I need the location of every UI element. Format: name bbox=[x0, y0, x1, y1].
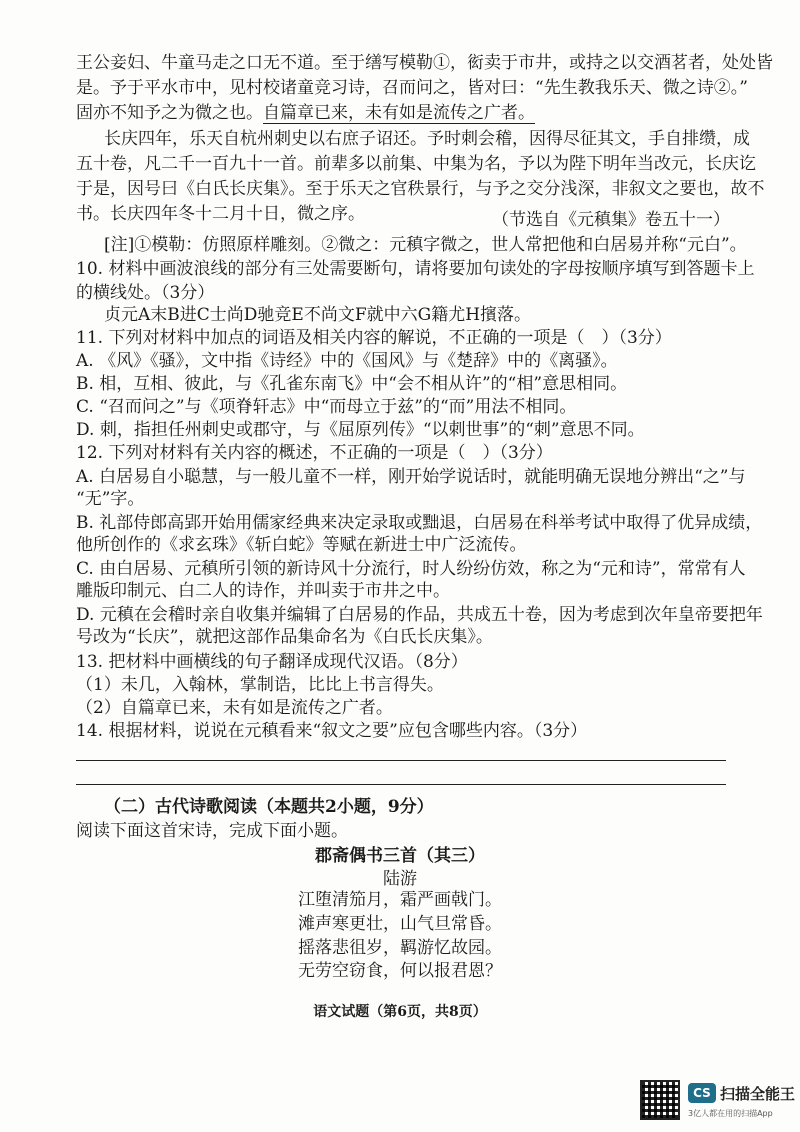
answer-line-2 bbox=[76, 784, 726, 785]
q11-option-c: C. “召而问之”与《项脊轩志》中“而母立于兹”的“而”用法不相同。 bbox=[76, 397, 577, 417]
passage-source: （节选自《元稹集》卷五十一） bbox=[492, 210, 730, 230]
q12-option-a-2: “无”字。 bbox=[76, 489, 145, 509]
q11-option-a: A. 《风》《骚》，文中指《诗经》中的《国风》与《楚辞》中的《离骚》。 bbox=[76, 351, 618, 371]
passage-line-2: 是。予于平水市中，见村校诸童竞习诗，召而问之，皆对曰：“先生教我乐天、微之诗②。” bbox=[76, 78, 748, 98]
q14-stem: 14. 根据材料，说说在元稹看来“叙文之要”应包含哪些内容。（3分） bbox=[76, 721, 588, 741]
passage-line-3 bbox=[76, 102, 736, 124]
annotation-note: [注]①模勒：仿照原样雕刻。②微之：元稹字微之，世人常把他和白居易并称“元白”。 bbox=[104, 235, 747, 255]
q12-option-d-2: 号改为“长庆”，就把这部作品集命名为《白氏长庆集》。 bbox=[76, 627, 493, 647]
q11-stem: 11. 下列对材料中加点的词语及相关内容的解说，不正确的一项是（ ）（3分） bbox=[76, 328, 672, 348]
answer-line-1 bbox=[76, 760, 726, 761]
poem-line-3: 摇落悲徂岁，羁游忆故园。 bbox=[298, 938, 502, 958]
q12-option-c-1: C. 由白居易、元稹所引领的新诗风十分流行，时人纷纷仿效，称之为“元和诗”，常常有人 bbox=[76, 559, 746, 579]
poem-author: 陆游 bbox=[383, 869, 417, 889]
passage-line-1: 王公妾妇、牛童马走之口无不道。至于缮写模勒①，衒卖于市井，或持之以交酒茗者，处处皆 bbox=[76, 53, 773, 73]
passage-line-5: 五十卷，凡二千一百九十一首。前辈多以前集、中集为名，予以为陛下明年当改元，长庆讫 bbox=[76, 154, 756, 174]
q10-text: 贞元A末B进C士尚D驰竞E不尚文F就中六G籍尤H擯落。 bbox=[104, 305, 532, 325]
camscanner-tagline: 3亿人都在用的扫描App bbox=[688, 1109, 773, 1118]
underlined-sentence: 自篇章已来，未有如是流传之广者。 bbox=[263, 103, 535, 123]
camscanner-brand: 扫描全能王 bbox=[720, 1085, 796, 1103]
poem-line-1: 江堕清笳月，霜严画戟门。 bbox=[298, 890, 502, 910]
q13-item-1: （1）未几，入翰林，掌制诰，比比上书言得失。 bbox=[76, 675, 444, 695]
q13-item-2: （2）自篇章已来，未有如是流传之广者。 bbox=[76, 698, 393, 718]
q12-option-b-2: 他所创作的《求玄珠》《斩白蛇》等赋在新进士中广泛流传。 bbox=[76, 535, 527, 555]
section-2-instruction: 阅读下面这首宋诗，完成下面小题。 bbox=[76, 821, 348, 841]
q12-option-b-1: B. 礼部侍郎高郢开始用儒家经典来决定录取或黜退，白居易在科举考试中取得了优异成绩， bbox=[76, 513, 763, 533]
q10-stem-2: 的横线处。（3分） bbox=[76, 283, 215, 303]
page-footer: 语文试题（第6页，共8页） bbox=[313, 1004, 487, 1020]
q12-option-c-2: 雕版印制元、白二人的诗作，并叫卖于市井之中。 bbox=[76, 581, 450, 601]
poem-line-2: 滩声寒更壮，山气旦常昏。 bbox=[298, 914, 502, 934]
passage-line-3-plain: 固亦不知予之为微之也。 bbox=[76, 103, 263, 123]
camscanner-logo: CS bbox=[688, 1083, 716, 1103]
passage-line-7: 书。长庆四年冬十二月十日，微之序。 bbox=[76, 204, 365, 224]
section-2-heading: （二）古代诗歌阅读（本题共2小题，9分） bbox=[104, 797, 434, 817]
q11-option-b: B. 相，互相、彼此，与《孔雀东南飞》中“会不相从许”的“相”意思相同。 bbox=[76, 374, 628, 394]
passage-line-4: 长庆四年，乐天自杭州刺史以右庶子诏还。予时刺会稽，因得尽征其文，手自排缵，成 bbox=[104, 129, 750, 149]
q10-stem: 10. 材料中画波浪线的部分有三处需要断句，请将要加句读处的字母按顺序填写到答题卡上 bbox=[76, 259, 755, 279]
passage-line-6: 于是，因号曰《白氏长庆集》。至于乐天之官秩景行，与予之交分浅深，非叙文之要也，故不 bbox=[76, 179, 765, 199]
q11-option-d: D. 刺，指担任州刺史或郡守，与《屈原列传》“以刺世事”的“刺”意思不同。 bbox=[76, 420, 645, 440]
q12-option-d-1: D. 元稹在会稽时亲自收集并编辑了白居易的作品，共成五十卷，因为考虑到次年皇帝要把年 bbox=[76, 605, 763, 625]
q12-option-a-1: A. 白居易自小聪慧，与一般儿童不一样，刚开始学说话时，就能明确无误地分辨出“之”与 bbox=[76, 467, 746, 487]
qr-code bbox=[640, 1080, 680, 1120]
q12-stem: 12. 下列对材料有关内容的概述，不正确的一项是（ ）（3分） bbox=[76, 443, 553, 463]
poem-title: 郡斋偶书三首（其三） bbox=[315, 846, 485, 866]
poem-line-4: 无劳空窃食，何以报君恩？ bbox=[298, 961, 502, 981]
q13-stem: 13. 把材料中画横线的句子翻译成现代汉语。（8分） bbox=[76, 652, 468, 672]
